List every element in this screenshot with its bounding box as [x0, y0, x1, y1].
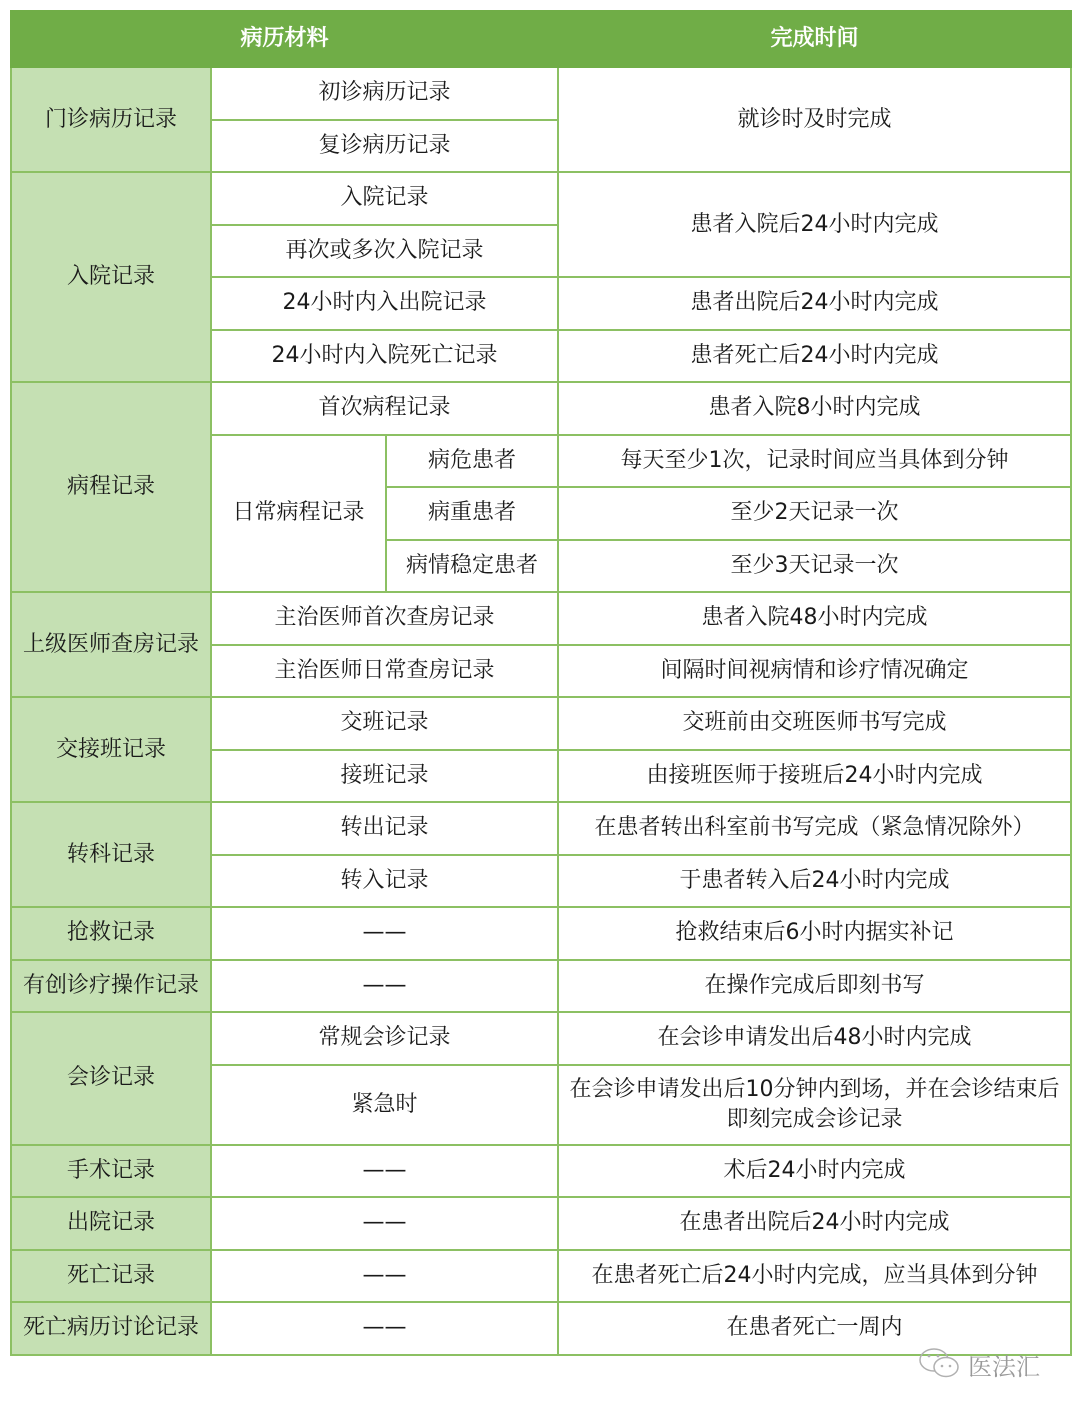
- category-cell: 上级医师查房记录: [11, 592, 211, 697]
- table-row: [11, 1250, 1071, 1303]
- time-cell: 于患者转入后24小时内完成: [558, 855, 1071, 908]
- item-cell: 24小时内入出院记录: [211, 277, 558, 330]
- time-cell: 在患者死亡一周内: [558, 1302, 1071, 1355]
- header-material: 病历材料: [11, 11, 558, 67]
- category-cell: 抢救记录: [11, 907, 211, 960]
- item-cell: 日常病程记录: [211, 435, 386, 593]
- table-row: [11, 1197, 1071, 1250]
- time-cell: 至少2天记录一次: [558, 487, 1071, 540]
- item-cell: 初诊病历记录: [211, 67, 558, 120]
- watermark: [918, 1346, 1040, 1382]
- time-cell: 患者出院后24小时内完成: [558, 277, 1071, 330]
- sub-item-cell: 病重患者: [386, 487, 558, 540]
- category-cell: 死亡病历讨论记录: [11, 1302, 211, 1355]
- category-cell: 有创诊疗操作记录: [11, 960, 211, 1013]
- item-cell: 入院记录: [211, 172, 558, 225]
- time-cell: 间隔时间视病情和诊疗情况确定: [558, 645, 1071, 698]
- table-row: [11, 960, 1071, 1013]
- table-row: [11, 907, 1071, 960]
- table-row: [11, 802, 1071, 855]
- item-cell: ——: [211, 1250, 558, 1303]
- category-cell: 会诊记录: [11, 1012, 211, 1145]
- item-cell: ——: [211, 960, 558, 1013]
- time-cell: 患者死亡后24小时内完成: [558, 330, 1071, 383]
- category-cell: 转科记录: [11, 802, 211, 907]
- item-cell: 再次或多次入院记录: [211, 225, 558, 278]
- item-cell: 主治医师日常查房记录: [211, 645, 558, 698]
- item-cell: 常规会诊记录: [211, 1012, 558, 1065]
- time-cell: 在操作完成后即刻书写: [558, 960, 1071, 1013]
- time-cell: 由接班医师于接班后24小时内完成: [558, 750, 1071, 803]
- time-cell: 在患者出院后24小时内完成: [558, 1197, 1071, 1250]
- table-row: [11, 1145, 1071, 1198]
- item-cell: 紧急时: [211, 1065, 558, 1145]
- header-time: 完成时间: [558, 11, 1071, 67]
- time-cell: 抢救结束后6小时内据实补记: [558, 907, 1071, 960]
- sub-item-cell: 病危患者: [386, 435, 558, 488]
- time-cell: 在患者死亡后24小时内完成，应当具体到分钟: [558, 1250, 1071, 1303]
- time-cell: 每天至少1次，记录时间应当具体到分钟: [558, 435, 1071, 488]
- time-cell: 至少3天记录一次: [558, 540, 1071, 593]
- time-cell: 交班前由交班医师书写完成: [558, 697, 1071, 750]
- table-row: [11, 1012, 1071, 1065]
- time-cell: 术后24小时内完成: [558, 1145, 1071, 1198]
- category-cell: 死亡记录: [11, 1250, 211, 1303]
- item-cell: 转出记录: [211, 802, 558, 855]
- time-cell: 在会诊申请发出后10分钟内到场，并在会诊结束后即刻完成会诊记录: [558, 1065, 1071, 1145]
- sub-item-cell: 病情稳定患者: [386, 540, 558, 593]
- time-cell: 就诊时及时完成: [558, 67, 1071, 172]
- time-cell: 患者入院48小时内完成: [558, 592, 1071, 645]
- medical-record-table: [10, 10, 1072, 1356]
- category-cell: 病程记录: [11, 382, 211, 592]
- table-header-row: [11, 11, 1071, 67]
- wechat-icon: [918, 1346, 962, 1382]
- table-row: [11, 697, 1071, 750]
- time-cell: 在患者转出科室前书写完成（紧急情况除外）: [558, 802, 1071, 855]
- time-cell: 在会诊申请发出后48小时内完成: [558, 1012, 1071, 1065]
- category-cell: 门诊病历记录: [11, 67, 211, 172]
- category-cell: 手术记录: [11, 1145, 211, 1198]
- time-cell: 患者入院8小时内完成: [558, 382, 1071, 435]
- table-row: [11, 1302, 1071, 1355]
- item-cell: ——: [211, 907, 558, 960]
- item-cell: ——: [211, 1197, 558, 1250]
- item-cell: 24小时内入院死亡记录: [211, 330, 558, 383]
- watermark-text: 医法汇: [968, 1352, 1040, 1381]
- item-cell: 主治医师首次查房记录: [211, 592, 558, 645]
- item-cell: ——: [211, 1302, 558, 1355]
- time-cell: 患者入院后24小时内完成: [558, 172, 1071, 277]
- item-cell: 转入记录: [211, 855, 558, 908]
- category-cell: 入院记录: [11, 172, 211, 382]
- category-cell: 交接班记录: [11, 697, 211, 802]
- table-row: [11, 67, 1071, 120]
- item-cell: 交班记录: [211, 697, 558, 750]
- category-cell: 出院记录: [11, 1197, 211, 1250]
- table-row: [11, 382, 1071, 435]
- item-cell: 复诊病历记录: [211, 120, 558, 173]
- item-cell: 接班记录: [211, 750, 558, 803]
- table-row: [11, 172, 1071, 225]
- item-cell: 首次病程记录: [211, 382, 558, 435]
- table-row: [11, 592, 1071, 645]
- item-cell: ——: [211, 1145, 558, 1198]
